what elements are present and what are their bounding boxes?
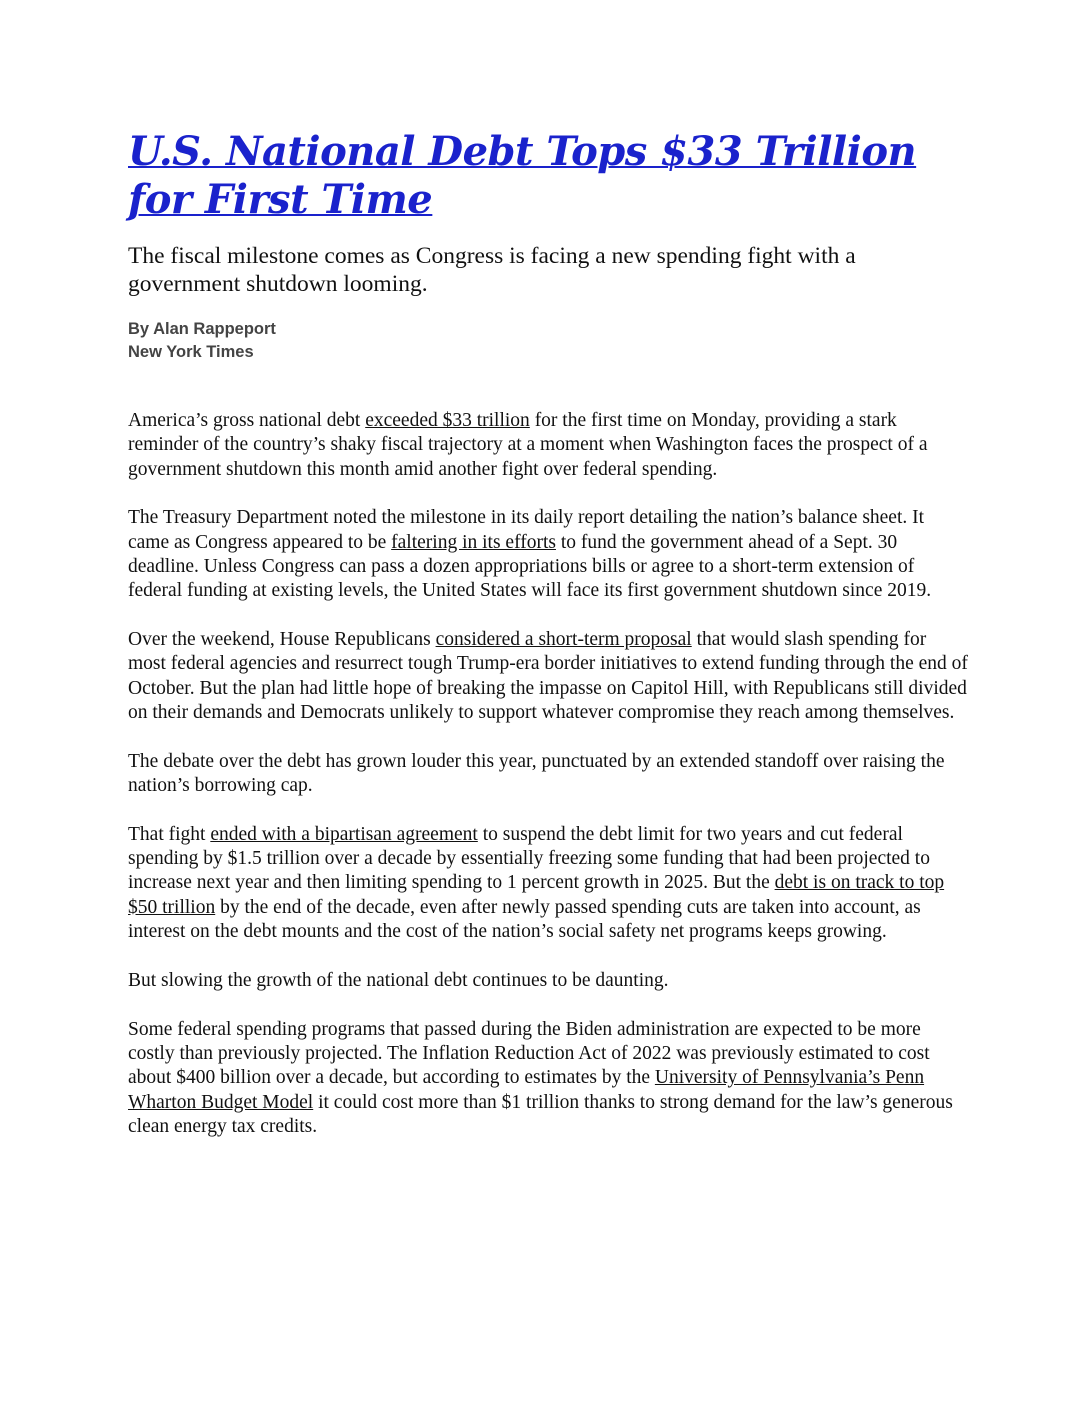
publication: New York Times <box>128 343 254 361</box>
link-short-term-proposal[interactable]: considered a short-term proposal <box>435 629 692 651</box>
paragraph-2: The Treasury Department noted the milestone in its daily report detailing the nation’s balance sheet. It came as Congress appeared to be faltering in its efforts to fund the government ahead of a Sept. 30 deadline. Unless Congress can pass a dozen appropriations bills or agree to a short-term extension of federal funding at existing levels, the United States will face its first government shutdown since 2019. <box>128 507 932 602</box>
paragraph-4: The debate over the debt has grown louder this year, punctuated by an extended standoff over raising the nation’s borrowing cap. <box>128 750 945 797</box>
link-bipartisan-agreement[interactable]: ended with a bipartisan agreement <box>210 823 478 845</box>
paragraph-5: That fight ended with a bipartisan agreement to suspend the debt limit for two years and cut federal spending by $1.5 trillion over a decade by essentially freezing some funding that had been projected to increase next year and then limiting spending to 1 percent growth in 2025. But the debt is on track to top $50 trillion by the end of the decade, even after newly passed spending cuts are taken into account, as interest on the debt mounts and the cost of the nation’s social safety net programs keeps growing. <box>128 823 945 943</box>
link-penn-wharton-budget-model[interactable]: University of Pennsylvania’s Penn Wharton Budget Model <box>128 1067 925 1113</box>
paragraph-1: America’s gross national debt exceeded $33 trillion for the first time on Monday, providing a stark reminder of the country’s shaky fiscal trajectory at a moment when Washington faces the prospect of a government shutdown this month amid another fight over federal spending. <box>128 410 928 480</box>
article <box>128 128 968 1164</box>
article-title[interactable] <box>128 128 968 224</box>
article-subtitle: The fiscal milestone comes as Congress is facing a new spending fight with a government shutdown looming. <box>128 243 856 297</box>
link-debt-50-trillion[interactable]: debt is on track to top $50 trillion <box>128 872 945 918</box>
paragraph-6: But slowing the growth of the national debt continues to be daunting. <box>128 969 669 991</box>
article-body <box>128 409 968 1139</box>
article-title-link[interactable]: U.S. National Debt Tops $33 Trillion for First Time <box>128 128 917 223</box>
paragraph-7: Some federal spending programs that passed during the Biden administration are expected to be more costly than previously projected. The Inflation Reduction Act of 2022 was previously estimated to cost about $400 billion over a decade, but according to estimates by the University of Pennsylvania’s Penn Wharton Budget Model it could cost more than $1 trillion thanks to strong demand for the law’s generous clean energy tax credits. <box>128 1018 953 1137</box>
paragraph-3: Over the weekend, House Republicans considered a short-term proposal that would slash spending for most federal agencies and resurrect tough Trump-era border initiatives to extend funding through the end of October. But the plan had little hope of breaking the impasse on Capitol Hill, with Republicans still divided on their demands and Democrats unlikely to support whatever compromise they reach among themselves. <box>128 629 968 723</box>
author: By Alan Rappeport <box>128 320 276 338</box>
link-exceeded-33-trillion[interactable]: exceeded $33 trillion <box>365 410 530 431</box>
byline <box>128 318 968 364</box>
link-faltering-in-its-efforts[interactable]: faltering in its efforts <box>391 531 556 553</box>
